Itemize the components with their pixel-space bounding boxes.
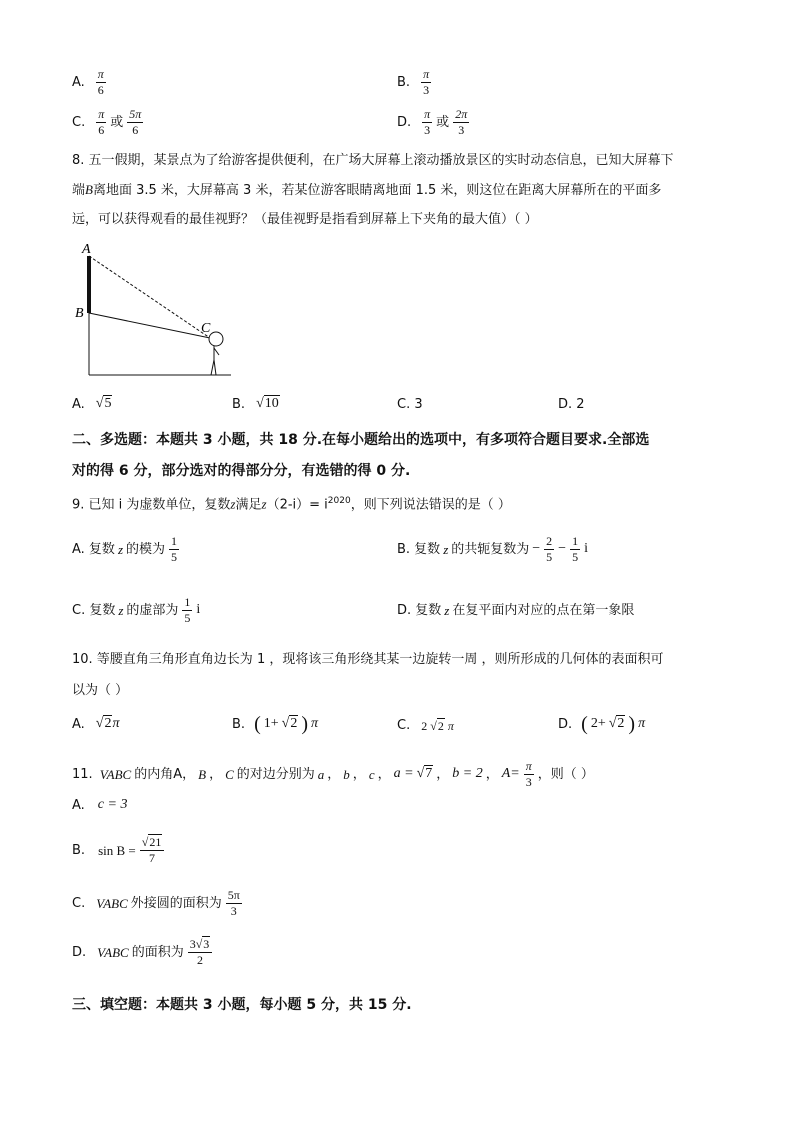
q10-option-a: A. √2π	[72, 716, 120, 732]
fraction: $\frac{1}{5}$	[572, 534, 579, 564]
q11-option-a: A. c = 3	[72, 797, 128, 813]
viewer-leg-1	[211, 360, 214, 375]
section3-heading: 三、填空题：本题共 3 小题，每小题 5 分，共 15 分.	[72, 997, 412, 1013]
fraction: $\frac{1}{5}$	[184, 595, 191, 625]
viewer-head	[209, 332, 223, 346]
q11-option-c: C. VABC 外接圆的面积为 $\frac{5\pi}{3}$	[72, 888, 240, 918]
fraction: $\frac{1}{5}$	[171, 534, 178, 564]
label-b: B	[75, 306, 84, 321]
q8-stem-line1: 8. 五一假期，某景点为了给游客提供便利，在广场大屏幕上滚动播放景区的实时动态信息，已知大屏幕下	[72, 153, 674, 168]
fraction: $\frac{\pi}{6}$	[98, 107, 105, 137]
fraction: $\frac{√21}{7}$	[140, 836, 165, 864]
q8-option-b: B. √10	[232, 396, 279, 412]
q8-option-a: A. √5	[72, 396, 112, 412]
fraction: $\frac{2}{5}$	[546, 534, 553, 564]
q7-option-c: C. $\frac{\pi}{6}$ 或 $\frac{5\pi}{6}$	[72, 107, 142, 137]
fraction: $\frac{\pi}{3}$	[424, 107, 431, 137]
viewer-leg-2	[214, 360, 216, 375]
q7-option-d: D. $\frac{\pi}{3}$ 或 $\frac{2\pi}{3}$	[397, 107, 468, 137]
q7-option-b: B. $\frac{\pi}{3}$	[397, 67, 430, 97]
fraction: $\frac{\pi}{3}$	[423, 67, 430, 97]
q8-option-d: D. 2	[558, 397, 585, 412]
q10-stem-line2: 以为（ ）	[72, 683, 129, 698]
label-a: A	[82, 242, 91, 257]
fraction: $\frac{5\pi}{3}$	[227, 888, 240, 918]
q8-stem-line3: 远，可以获得观看的最佳视野？（最佳视野是指看到屏幕上下夹角的最大值）（ ）	[72, 212, 538, 227]
section2-heading-line1: 二、多选题：本题共 3 小题，共 18 分.在每小题给出的选项中，有多项符合题目要求.全部选	[72, 432, 650, 448]
q8-stem-line2: 端B离地面 3.5 米，大屏幕高 3 米，若某位游客眼睛离地面 1.5 米，则这位在距离大屏幕所在的平面多	[72, 182, 662, 198]
fraction: $\frac{\pi}{6}$	[97, 67, 104, 97]
sight-line-b	[89, 313, 210, 338]
fraction: $\frac{5\pi}{6}$	[129, 107, 142, 137]
q10-option-c: C. 2 √2 π	[397, 718, 454, 733]
q11-option-b: B. sin B = $\frac{√21}{7}$	[72, 836, 165, 864]
label-c: C	[201, 321, 211, 336]
fraction: $\frac{2\pi}{3}$	[455, 107, 468, 137]
q10-option-b: B. ( 1+ √2 ) π	[232, 713, 319, 735]
fraction: $\frac{3√3}{2}$	[188, 938, 213, 966]
q9-option-b: B. 复数 z 的共轭复数为 − $\frac{2}{5}$ − $\frac{1}{5}$ i	[397, 534, 588, 564]
q9-option-c: C. 复数 z 的虚部为 $\frac{1}{5}$ i	[72, 595, 201, 625]
q8-option-c: C. 3	[397, 397, 423, 412]
q11-option-d: D. VABC 的面积为 $\frac{3√3}{2}$	[72, 938, 213, 966]
q9-option-d: D. 复数 z 在复平面内对应的点在第一象限	[397, 603, 635, 618]
q10-option-d: D. ( 2+ √2 ) π	[558, 713, 646, 735]
q11-stem: 11. VABC 的内角A， B ， C 的对边分别为 a ， b ， c ， a = √7 ， b = 2 ， A= $\frac{\pi}{3}$ ，则（ ）	[72, 759, 594, 789]
q9-stem: 9. 已知 i 为虚数单位，复数z满足$z(2-i)= i^{2020}$，则下列说法错误的是（ ）	[72, 496, 511, 513]
q8-figure	[70, 238, 245, 380]
q7-option-a: A. $\frac{\pi}{6}$	[72, 67, 104, 97]
viewer-arm	[214, 348, 219, 355]
fraction: $\frac{\pi}{3}$	[525, 759, 532, 789]
section2-heading-line2: 对的得 6 分，部分选对的得部分分，有选错的得 0 分.	[72, 463, 411, 479]
q9-option-a: A. 复数 z 的模为 $\frac{1}{5}$	[72, 534, 178, 564]
q10-stem-line1: 10. 等腰直角三角形直角边长为 1 ，现将该三角形绕其某一边旋转一周 ，则所形成的几何体的表面积可	[72, 652, 664, 667]
